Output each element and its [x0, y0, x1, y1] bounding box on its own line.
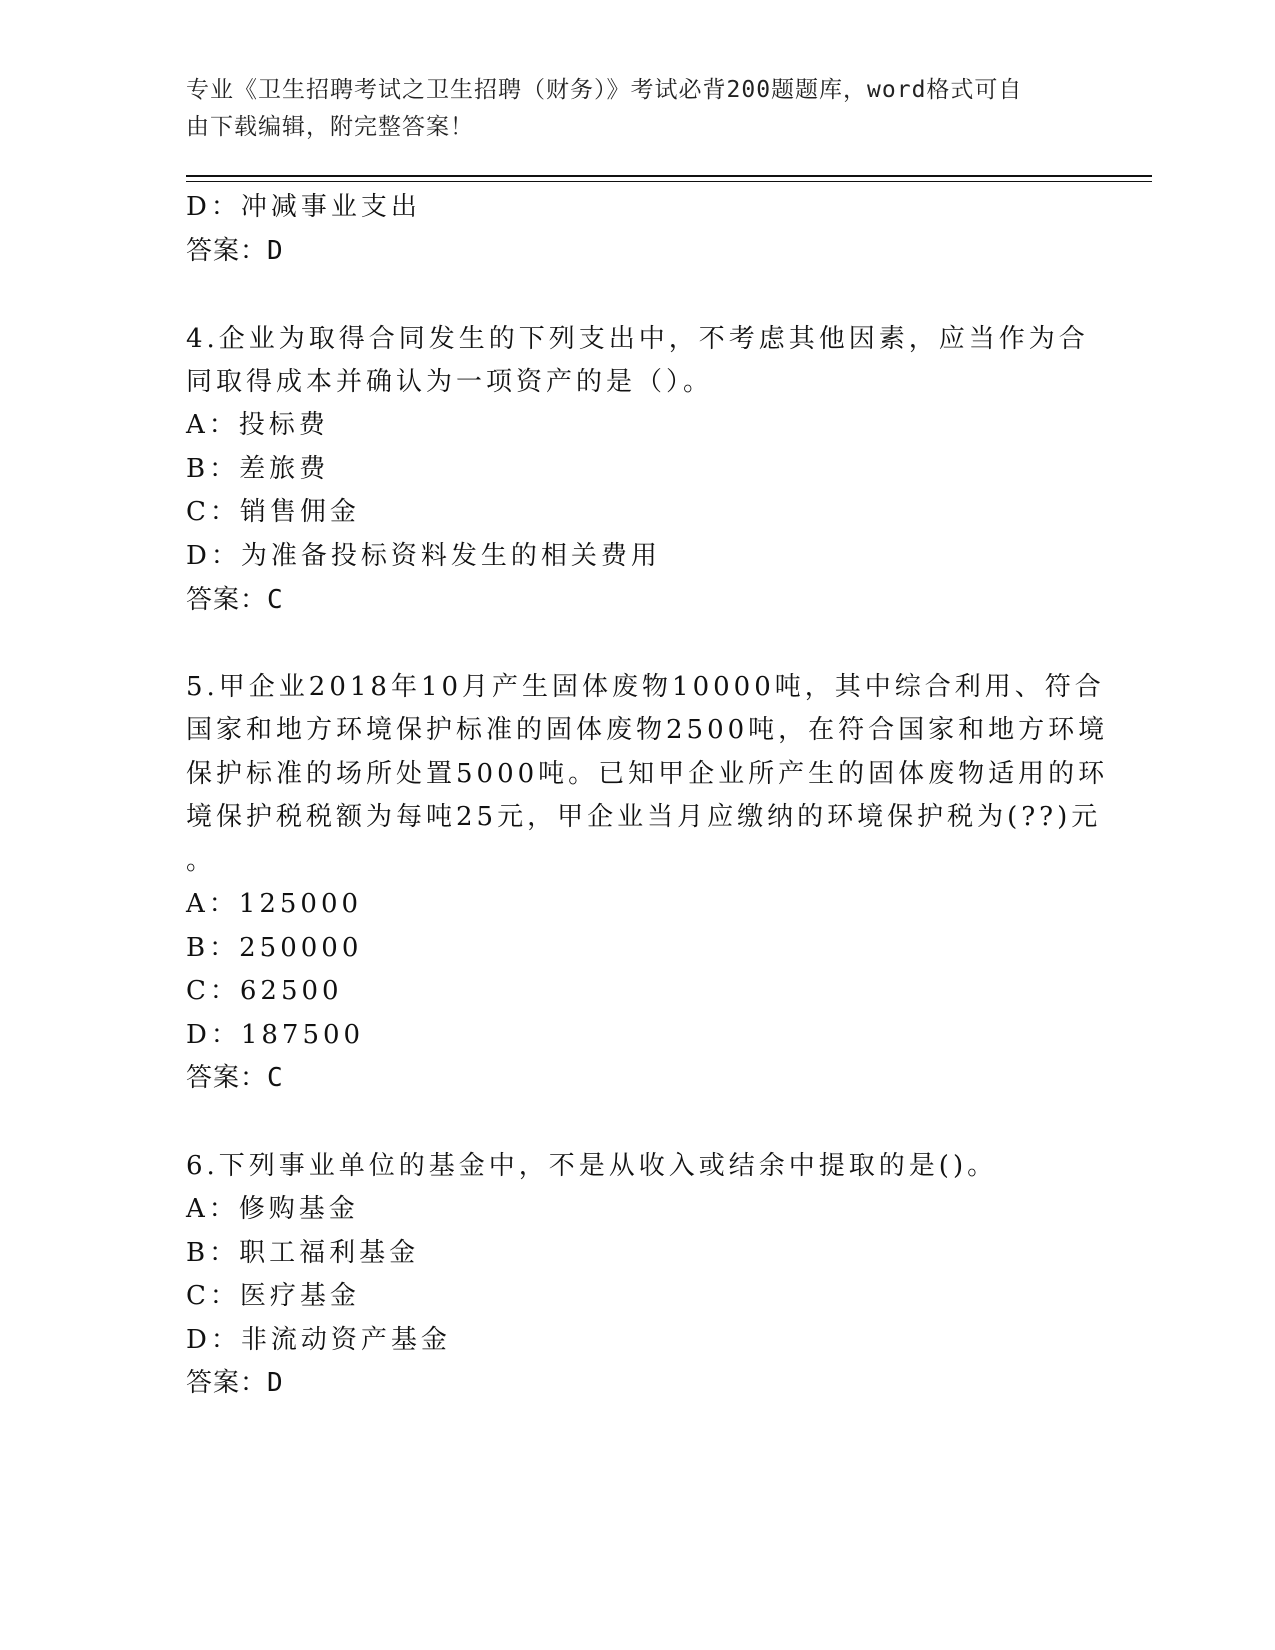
- option-d: D：冲减事业支出: [186, 192, 421, 222]
- question-6-stem-line-1: 6.下列事业单位的基金中，不是从收入或结余中提取的是()。: [186, 1151, 998, 1181]
- question-5-stem-line-5: 。: [186, 846, 217, 876]
- page-header: [186, 72, 1066, 146]
- question-5-stem-line-2: 国家和地方环境保护标准的固体废物2500吨，在符合国家和地方环境: [186, 715, 1109, 745]
- question-4-option-b: B：差旅费: [186, 454, 330, 484]
- answer-label: 答案：D: [186, 236, 284, 266]
- question-5-option-c: C：62500: [186, 976, 343, 1006]
- header-line-2: 由下载编辑，附完整答案！: [186, 114, 474, 140]
- question-5-stem-line-1: 5.甲企业2018年10月产生固体废物10000吨，其中综合利用、符合: [186, 672, 1105, 702]
- question-6-option-a: A：修购基金: [186, 1194, 359, 1224]
- question-5-option-a: A：125000: [186, 889, 363, 919]
- question-4-option-a: A：投标费: [186, 410, 329, 440]
- question-4-stem-line-2: 同取得成本并确认为一项资产的是（）。: [186, 367, 714, 397]
- header-divider-thick: [186, 175, 1152, 177]
- question-6-option-c: C：医疗基金: [186, 1281, 360, 1311]
- header-line-1: 专业《卫生招聘考试之卫生招聘（财务）》考试必背200题题库，word格式可自: [186, 77, 1023, 103]
- question-6-option-b: B：职工福利基金: [186, 1238, 420, 1268]
- question-5-option-d: D：187500: [186, 1020, 365, 1050]
- question-5-answer: 答案：C: [186, 1063, 284, 1093]
- question-5-stem-line-4: 境保护税税额为每吨25元，甲企业当月应缴纳的环境保护税为(??)元: [186, 802, 1102, 832]
- question-6-answer: 答案：D: [186, 1368, 284, 1398]
- question-5-option-b: B：250000: [186, 933, 363, 963]
- header-divider-thin: [186, 181, 1152, 182]
- question-5-stem-line-3: 保护标准的场所处置5000吨。已知甲企业所产生的固体废物适用的环: [186, 759, 1109, 789]
- question-4-stem-line-1: 4.企业为取得合同发生的下列支出中，不考虑其他因素，应当作为合: [186, 324, 1089, 354]
- question-6-option-d: D：非流动资产基金: [186, 1325, 451, 1355]
- question-4-option-d: D：为准备投标资料发生的相关费用: [186, 541, 661, 571]
- question-4-answer: 答案：C: [186, 585, 284, 615]
- question-4-option-c: C：销售佣金: [186, 497, 360, 527]
